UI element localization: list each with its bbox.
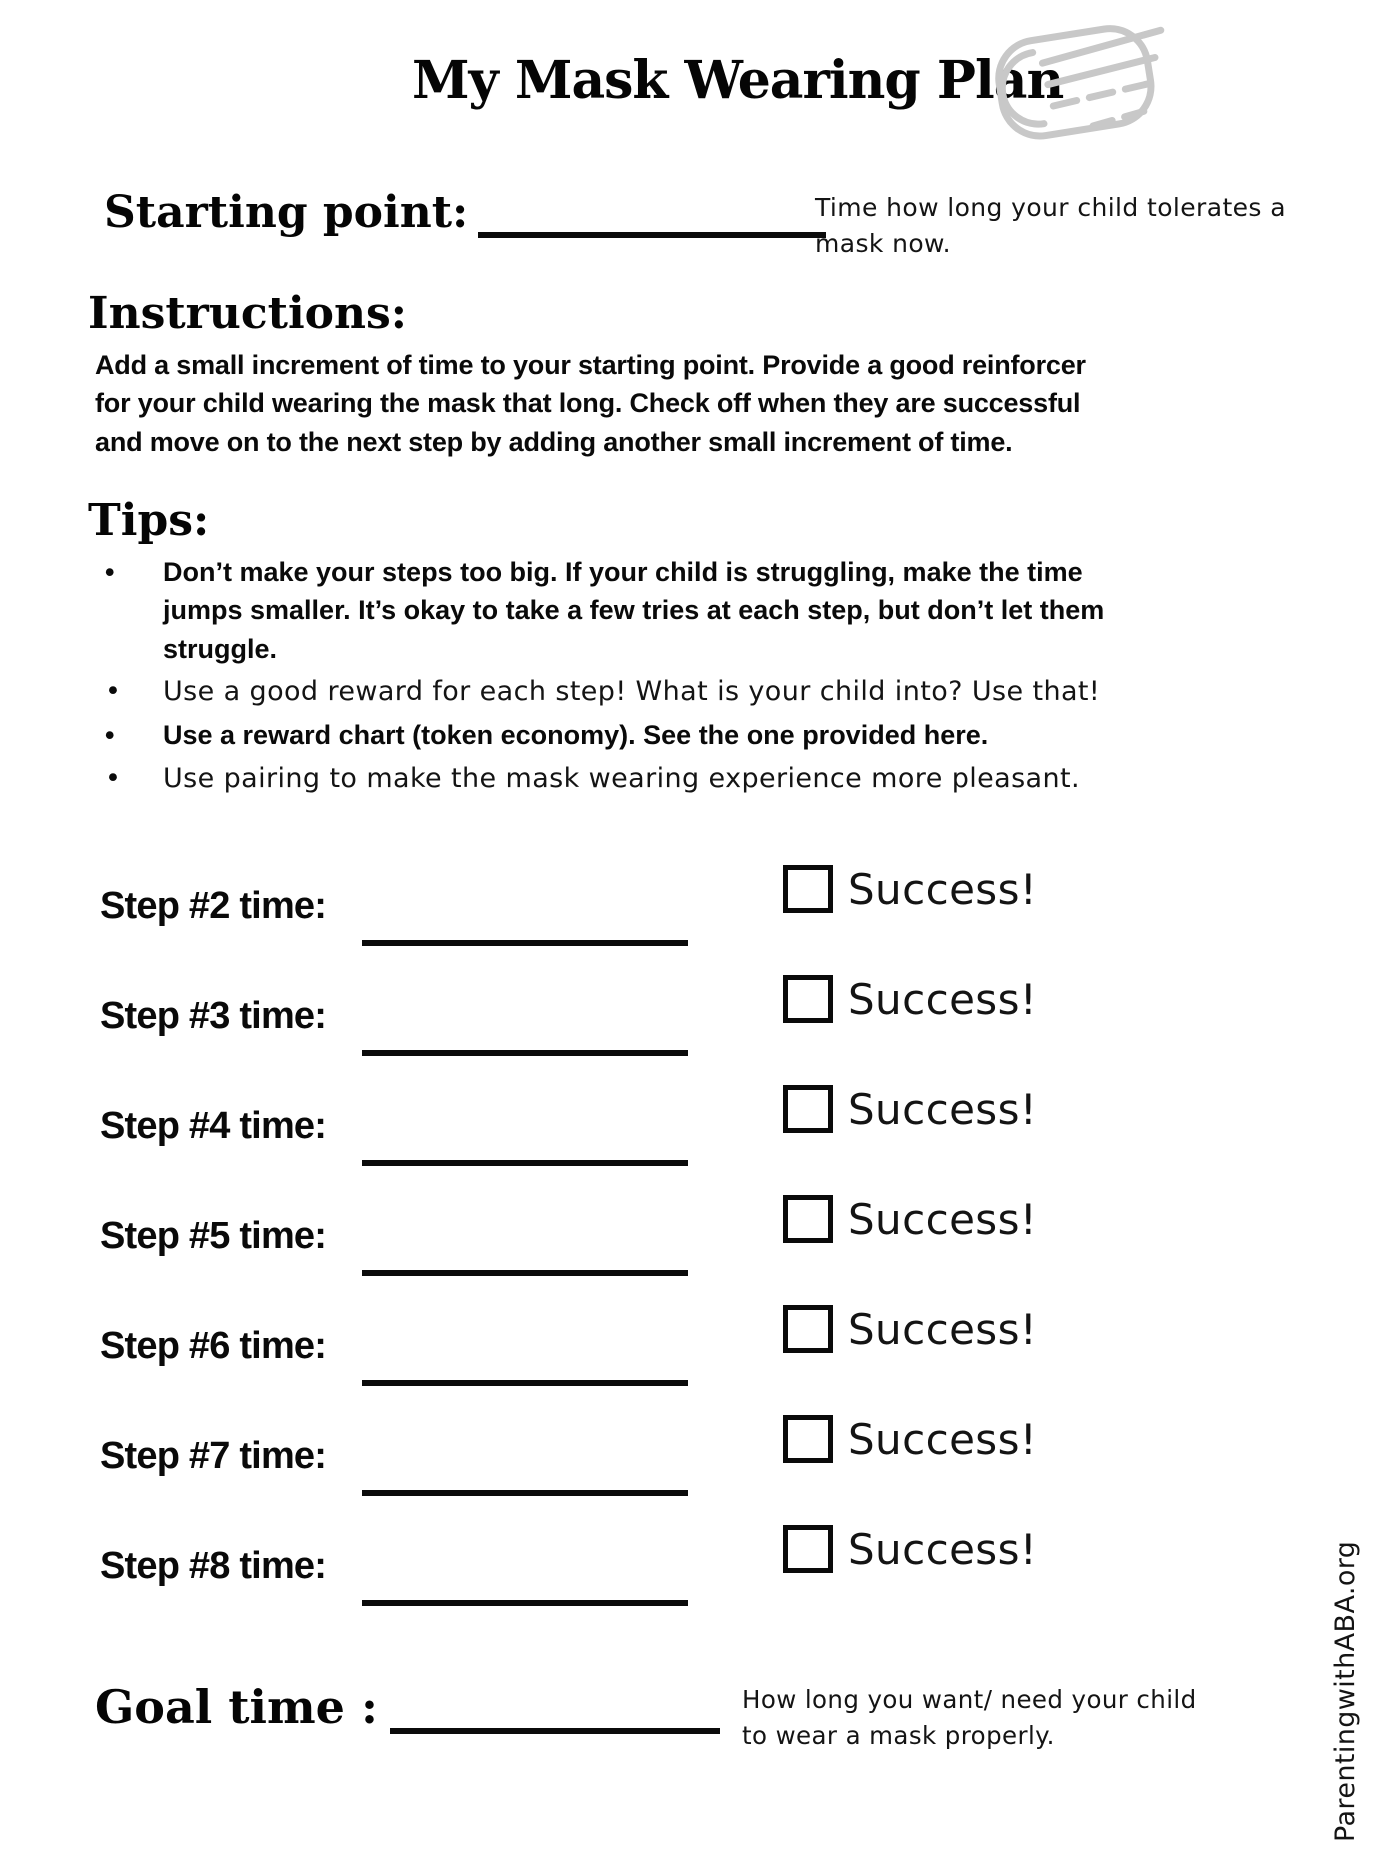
instructions-heading: Instructions: <box>88 288 408 339</box>
success-checkbox[interactable] <box>783 1085 833 1133</box>
success-checkbox[interactable] <box>783 865 833 913</box>
step-time-blank[interactable] <box>362 1446 688 1496</box>
face-mask-icon <box>982 14 1172 157</box>
success-label: Success! <box>848 1085 1038 1134</box>
goal-time-row <box>95 1676 720 1734</box>
steps-list <box>0 855 1398 1625</box>
step-time-blank[interactable] <box>362 896 688 946</box>
starting-point-note: Time how long your child tolerates a mask now. <box>815 193 1286 258</box>
success-label: Success! <box>848 1415 1038 1464</box>
success-checkbox[interactable] <box>783 1195 833 1243</box>
step-row-8 <box>0 1515 1398 1625</box>
step-row-2 <box>0 855 1398 965</box>
step-label: Step #3 time: <box>100 995 327 1037</box>
step-label: Step #7 time: <box>100 1435 327 1477</box>
site-footer: ParentingwithABA.org <box>1330 1540 1361 1842</box>
step-label: Step #4 time: <box>100 1105 327 1147</box>
tip-item: • Don’t make your steps too big. If your child is struggling, make the time jumps smaller. It’s okay to take a few tries at each step, but don’t let them struggle. <box>105 553 1105 668</box>
step-label: Step #5 time: <box>100 1215 327 1257</box>
step-row-3 <box>0 965 1398 1075</box>
success-label: Success! <box>848 1305 1038 1354</box>
goal-time-label: Goal time : <box>95 1680 378 1734</box>
tip-item: • Use a good reward for each step! What is your child into? Use that! <box>105 673 1105 711</box>
step-time-blank[interactable] <box>362 1006 688 1056</box>
success-checkbox[interactable] <box>783 975 833 1023</box>
step-label: Step #6 time: <box>100 1325 327 1367</box>
step-time-blank[interactable] <box>362 1336 688 1386</box>
goal-time-note: How long you want/ need your child to wear a mask properly. <box>742 1685 1197 1750</box>
step-label: Step #2 time: <box>100 885 327 927</box>
starting-point-blank[interactable] <box>478 182 826 238</box>
step-row-7 <box>0 1405 1398 1515</box>
success-label: Success! <box>848 1525 1038 1574</box>
step-row-4 <box>0 1075 1398 1185</box>
success-label: Success! <box>848 1195 1038 1244</box>
success-checkbox[interactable] <box>783 1305 833 1353</box>
tips-list <box>105 553 1105 803</box>
tip-item: • Use a reward chart (token economy). See the one provided here. <box>105 716 1105 754</box>
step-time-blank[interactable] <box>362 1116 688 1166</box>
success-checkbox[interactable] <box>783 1525 833 1573</box>
step-label: Step #8 time: <box>100 1545 327 1587</box>
starting-point-row <box>104 182 826 238</box>
page-title: My Mask Wearing Plan <box>412 50 1064 111</box>
goal-time-blank[interactable] <box>390 1676 720 1734</box>
step-row-6 <box>0 1295 1398 1405</box>
step-time-blank[interactable] <box>362 1226 688 1276</box>
tips-heading: Tips: <box>88 495 210 546</box>
success-checkbox[interactable] <box>783 1415 833 1463</box>
tip-item: • Use pairing to make the mask wearing experience more pleasant. <box>105 760 1105 798</box>
step-row-5 <box>0 1185 1398 1295</box>
starting-point-label: Starting point: <box>104 187 469 238</box>
success-label: Success! <box>848 865 1038 914</box>
step-time-blank[interactable] <box>362 1556 688 1606</box>
instructions-body: Add a small increment of time to your starting point. Provide a good reinforcer for your child wearing the mask that long. Check off when they are successful and move on to the next step by adding another small increment of time. <box>95 350 1086 457</box>
success-label: Success! <box>848 975 1038 1024</box>
